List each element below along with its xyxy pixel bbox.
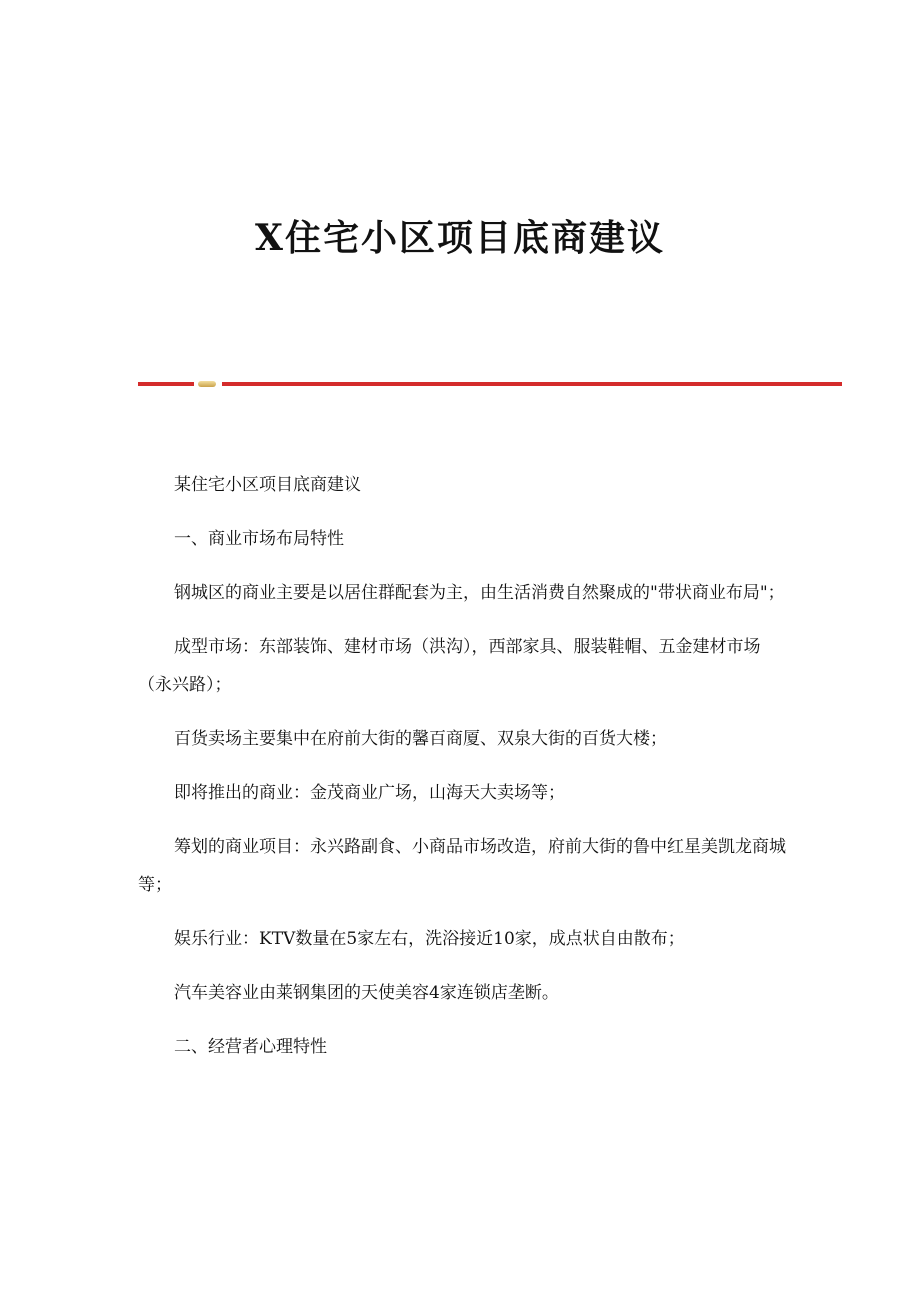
section-heading-2: 二、经营者心理特性: [174, 1037, 327, 1057]
document-body: [138, 466, 786, 1082]
paragraph: 汽车美容业由莱钢集团的天使美容4家连锁店垄断。: [174, 983, 559, 1003]
divider-ornament-icon: [198, 381, 216, 387]
section-heading-1: 一、商业市场布局特性: [174, 529, 344, 549]
divider-bar-left: [138, 382, 194, 386]
paragraph: 筹划的商业项目：永兴路副食、小商品市场改造，府前大街的鲁中红星美凯龙商城等；: [138, 837, 786, 895]
document-title: X住宅小区项目底商建议: [255, 217, 665, 259]
paragraph-subtitle: 某住宅小区项目底商建议: [174, 475, 361, 495]
paragraph: 成型市场：东部装饰、建材市场（洪沟），西部家具、服装鞋帽、五金建材市场（永兴路）；: [138, 637, 761, 695]
paragraph: 钢城区的商业主要是以居住群配套为主，由生活消费自然聚成的"带状商业布局"；: [174, 583, 785, 603]
paragraph: 娱乐行业：KTV数量在5家左右，洗浴接近10家，成点状自由散布；: [174, 929, 685, 949]
paragraph: 百货卖场主要集中在府前大街的馨百商厦、双泉大街的百货大楼；: [174, 729, 667, 749]
title-divider: [138, 380, 842, 388]
paragraph: 即将推出的商业：金茂商业广场，山海天大卖场等；: [174, 783, 565, 803]
divider-bar-right: [222, 382, 842, 386]
